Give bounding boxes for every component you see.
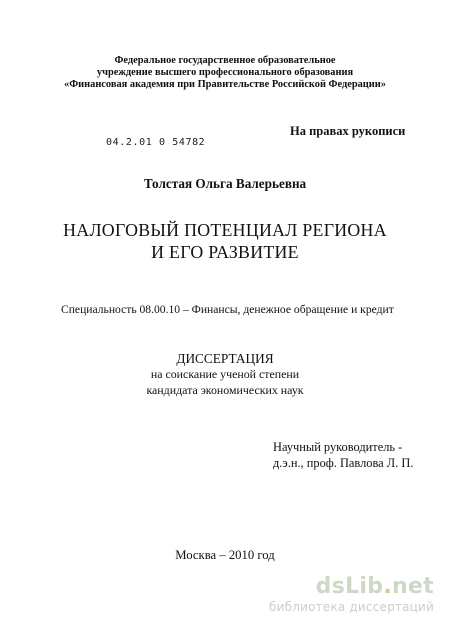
logo-right: net <box>392 574 434 599</box>
institution-line-3: «Финансовая академия при Правительстве Российской Федерации» <box>64 79 386 90</box>
logo-dot: . <box>383 574 392 599</box>
degree-line-1: на соискание ученой степени <box>150 367 300 381</box>
watermark-subtitle: библиотека диссертаций <box>269 600 434 614</box>
institution-line-2: учреждение высшего профессионального образования <box>96 67 354 78</box>
author-name: Толстая Ольга Валерьевна <box>143 176 307 191</box>
dslib-logo <box>269 575 434 599</box>
dslib-watermark[interactable] <box>269 575 434 614</box>
rights-notice: На правах рукописи <box>290 124 406 138</box>
degree-line-2: кандидата экономических наук <box>146 383 304 397</box>
logo-left: dsLib <box>315 574 384 599</box>
supervisor-label: Научный руководитель - <box>273 440 403 454</box>
institution-line-1: Федеральное государственное образовательное <box>114 55 336 66</box>
specialty-line: Специальность 08.00.10 – Финансы, денежное обращение и кредит <box>61 303 394 316</box>
title-line-1: НАЛОГОВЫЙ ПОТЕНЦИАЛ РЕГИОНА <box>63 220 387 240</box>
city-year: Москва – 2010 год <box>175 548 275 562</box>
registration-stamp: 04.2.01 0 54782 <box>106 137 206 148</box>
title-line-2: И ЕГО РАЗВИТИЕ <box>151 242 299 262</box>
dissertation-heading: ДИССЕРТАЦИЯ <box>176 351 274 366</box>
supervisor-name: д.э.н., проф. Павлова Л. П. <box>273 456 414 470</box>
